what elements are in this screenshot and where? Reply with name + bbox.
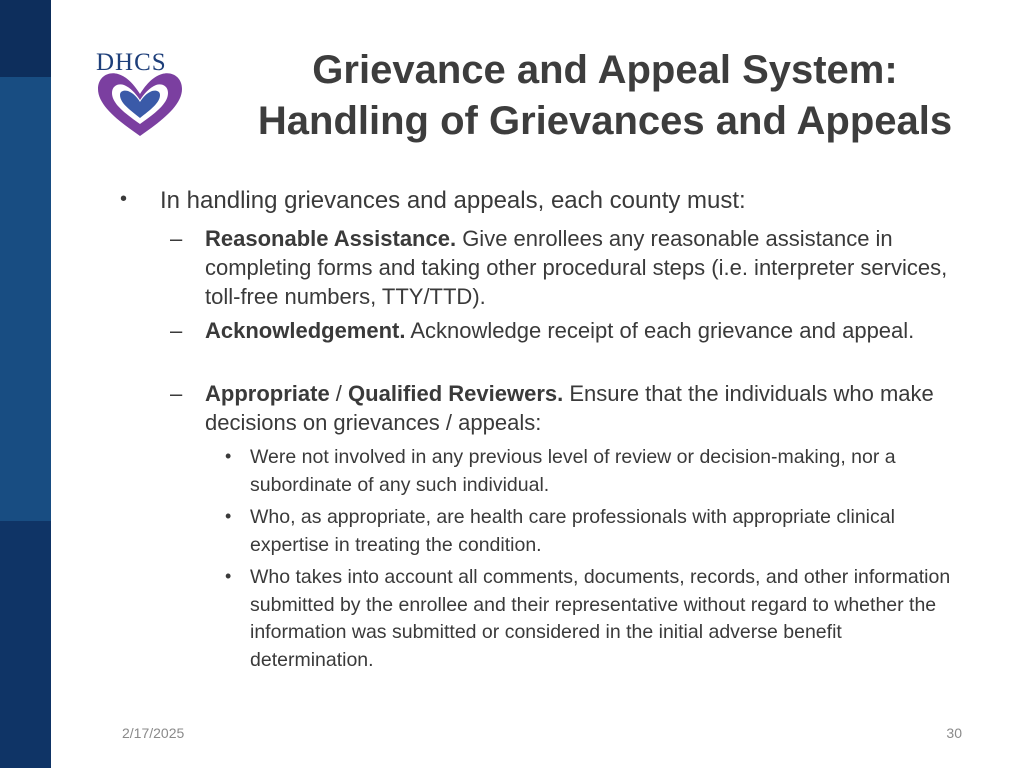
sub-item: Were not involved in any previous level of review or decision-making, nor a subordinate of any such individual. bbox=[250, 446, 896, 496]
dash-marker: – bbox=[170, 226, 183, 251]
sub-bullet-dot: • bbox=[225, 566, 232, 586]
dash-marker: – bbox=[170, 318, 183, 343]
item-text: Give enrollees any reasonable assistance in completing forms and taking other procedural steps (i.e. interpreter services, toll-free numbers, TTY/TTD). bbox=[205, 226, 948, 309]
footer-date: 2/17/2025 bbox=[122, 725, 185, 741]
title-line-1: Grievance and Appeal System: bbox=[312, 48, 898, 92]
item-heading: Acknowledgement. bbox=[205, 318, 406, 343]
item-text: Acknowledge receipt of each grievance and appeal. bbox=[405, 318, 915, 343]
sub-item: Who, as appropriate, are health care professionals with appropriate clinical expertise in treating the condition. bbox=[250, 506, 895, 556]
bullet-dot: • bbox=[120, 188, 128, 210]
item-separator: / bbox=[329, 381, 349, 406]
item-acknowledgement bbox=[205, 316, 985, 345]
intro-text: In handling grievances and appeals, each county must: bbox=[160, 187, 746, 214]
item-heading-a: Appropriate bbox=[205, 381, 330, 406]
item-text: Ensure that the individuals who make decisions on grievances / appeals: bbox=[205, 381, 934, 435]
logo-text: DHCS bbox=[96, 49, 167, 76]
item-heading-b: Qualified Reviewers. bbox=[348, 381, 564, 406]
sub-bullet-dot: • bbox=[225, 446, 232, 466]
item-heading: Reasonable Assistance. bbox=[205, 226, 457, 251]
sub-item: Who takes into account all comments, documents, records, and other information submitted by the enrollee and their representative without regard to whether the information was submitted or considered in the initial adverse benefit determination. bbox=[250, 566, 951, 671]
dash-marker: – bbox=[170, 381, 183, 406]
item-qualified-reviewers bbox=[205, 379, 985, 437]
title-line-2: Handling of Grievances and Appeals bbox=[257, 99, 953, 143]
page-number: 30 bbox=[946, 725, 962, 741]
item-reasonable-assistance bbox=[205, 224, 985, 311]
sub-bullet-dot: • bbox=[225, 506, 232, 526]
